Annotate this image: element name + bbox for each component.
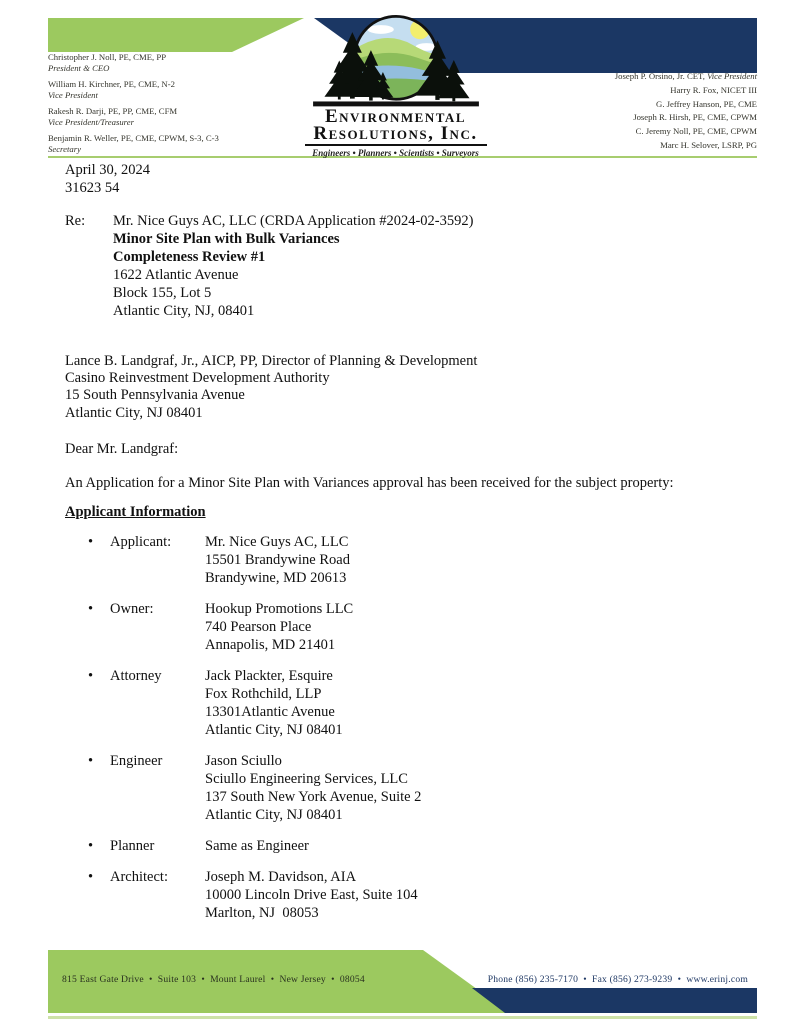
re-line: Block 155, Lot 5 [113,285,212,301]
staff-entry: C. Jeremy Noll, PE, CME, CPWM [635,126,757,137]
officer-title: Secretary [48,144,81,154]
entry-label: Owner: [110,601,154,617]
entry-lines: Joseph M. Davidson, AIA 10000 Lincoln Drive East, Suite 104 Marlton, NJ 08053 [205,869,418,921]
bullet-icon: • [88,668,94,684]
re-label: Re: [65,213,86,229]
officer-entry [48,79,298,101]
entry-architect [88,868,708,922]
entry-attorney [88,667,708,739]
header-green-band [48,18,304,52]
file-number: 31623 54 [65,180,120,196]
footer-address: 815 East Gate Drive • Suite 103 • Mount Laurel • New Jersey • 08054 [62,974,365,985]
officer-name: William H. Kirchner, PE, CME, N-2 [48,79,175,89]
officer-name: Rakesh R. Darji, PE, PP, CME, CFM [48,106,178,116]
applicant-entries [88,533,708,935]
re-line: 1622 Atlantic Avenue [113,267,239,283]
section-heading: Applicant Information [65,504,206,520]
footer-contact: Phone (856) 235-7170 • Fax (856) 273-9239 • www.erinj.com [487,974,748,985]
entry-label: Architect: [110,869,168,885]
company-logo [296,12,496,158]
entry-engineer [88,752,708,824]
bullet-icon: • [88,534,94,550]
logo-rule [305,144,487,146]
entry-lines: Mr. Nice Guys AC, LLC 15501 Brandywine Road Brandywine, MD 20613 [205,534,350,586]
bullet-icon: • [88,601,94,617]
officer-name: Christopher J. Noll, PE, CME, PP [48,52,167,62]
entry-label: Planner [110,838,155,854]
bullet-icon: • [88,753,94,769]
re-content [113,212,473,320]
officer-list [48,52,298,160]
entry-lines: Hookup Promotions LLC 740 Pearson Place Annapolis, MD 21401 [205,601,354,653]
staff-list [497,70,757,153]
entry-label: Attorney [110,668,162,684]
recipient-line: 15 South Pennsylvania Avenue [65,387,245,404]
footer-navy-band [472,988,757,1013]
staff-entry: G. Jeffrey Hanson, PE, CME [656,98,757,109]
re-line: Atlantic City, NJ, 08401 [113,303,255,319]
recipient-line: Atlantic City, NJ 08401 [65,404,203,421]
entry-label: Engineer [110,753,163,769]
company-name-line2: Resolutions, Inc. [313,123,478,144]
footer-bottom-line [48,1016,757,1019]
entry-label: Applicant: [110,534,172,550]
recipient-block [65,353,477,422]
logo-scene-icon [308,12,484,108]
logo-tagline: Engineers • Planners • Scientists • Surveyors [312,148,479,158]
officer-entry [48,52,298,74]
recipient-line: Lance B. Landgraf, Jr., AICP, PP, Director of Planning & Development [65,353,478,369]
bullet-icon: • [88,838,94,854]
staff-entry: Marc H. Selover, LSRP, PG [660,139,757,150]
staff-entry: Joseph P. Orsino, Jr. CET, Vice President [614,71,757,81]
entry-lines: Jason Sciullo Sciullo Engineering Services, LLC 137 South New York Avenue, Suite 2 Atlantic City, NJ 08401 [205,753,422,823]
officer-entry [48,106,298,128]
letter-date: April 30, 2024 [65,162,150,178]
staff-entry: Harry R. Fox, NICET III [670,84,757,95]
officer-title: Vice President/Treasurer [48,117,134,127]
officer-name: Benjamin R. Weller, PE, CME, CPWM, S-3, C-3 [48,133,219,143]
bullet-icon: • [88,869,94,885]
recipient-line: Casino Reinvestment Development Authority [65,370,330,387]
company-name-line1: Environmental [325,106,466,127]
entry-planner [88,837,708,855]
intro-paragraph: An Application for a Minor Site Plan with Variances approval has been received for the subject property: [65,475,674,491]
officer-title: President & CEO [48,63,110,73]
date-block [65,161,150,197]
re-line: Minor Site Plan with Bulk Variances [113,231,340,247]
entry-owner [88,600,708,654]
officer-entry [48,133,298,155]
staff-entry: Joseph R. Hirsh, PE, CME, CPWM [633,112,757,123]
re-block [65,212,705,320]
salutation: Dear Mr. Landgraf: [65,441,179,457]
entry-applicant [88,533,708,587]
officer-title: Vice President [48,90,98,100]
entry-lines: Jack Plackter, Esquire Fox Rothchild, LLP 13301Atlantic Avenue Atlantic City, NJ 08401 [205,668,343,738]
re-line: Mr. Nice Guys AC, LLC (CRDA Application #2024-02-3592) [113,213,474,229]
re-line: Completeness Review #1 [113,249,266,265]
entry-lines: Same as Engineer [205,838,309,854]
